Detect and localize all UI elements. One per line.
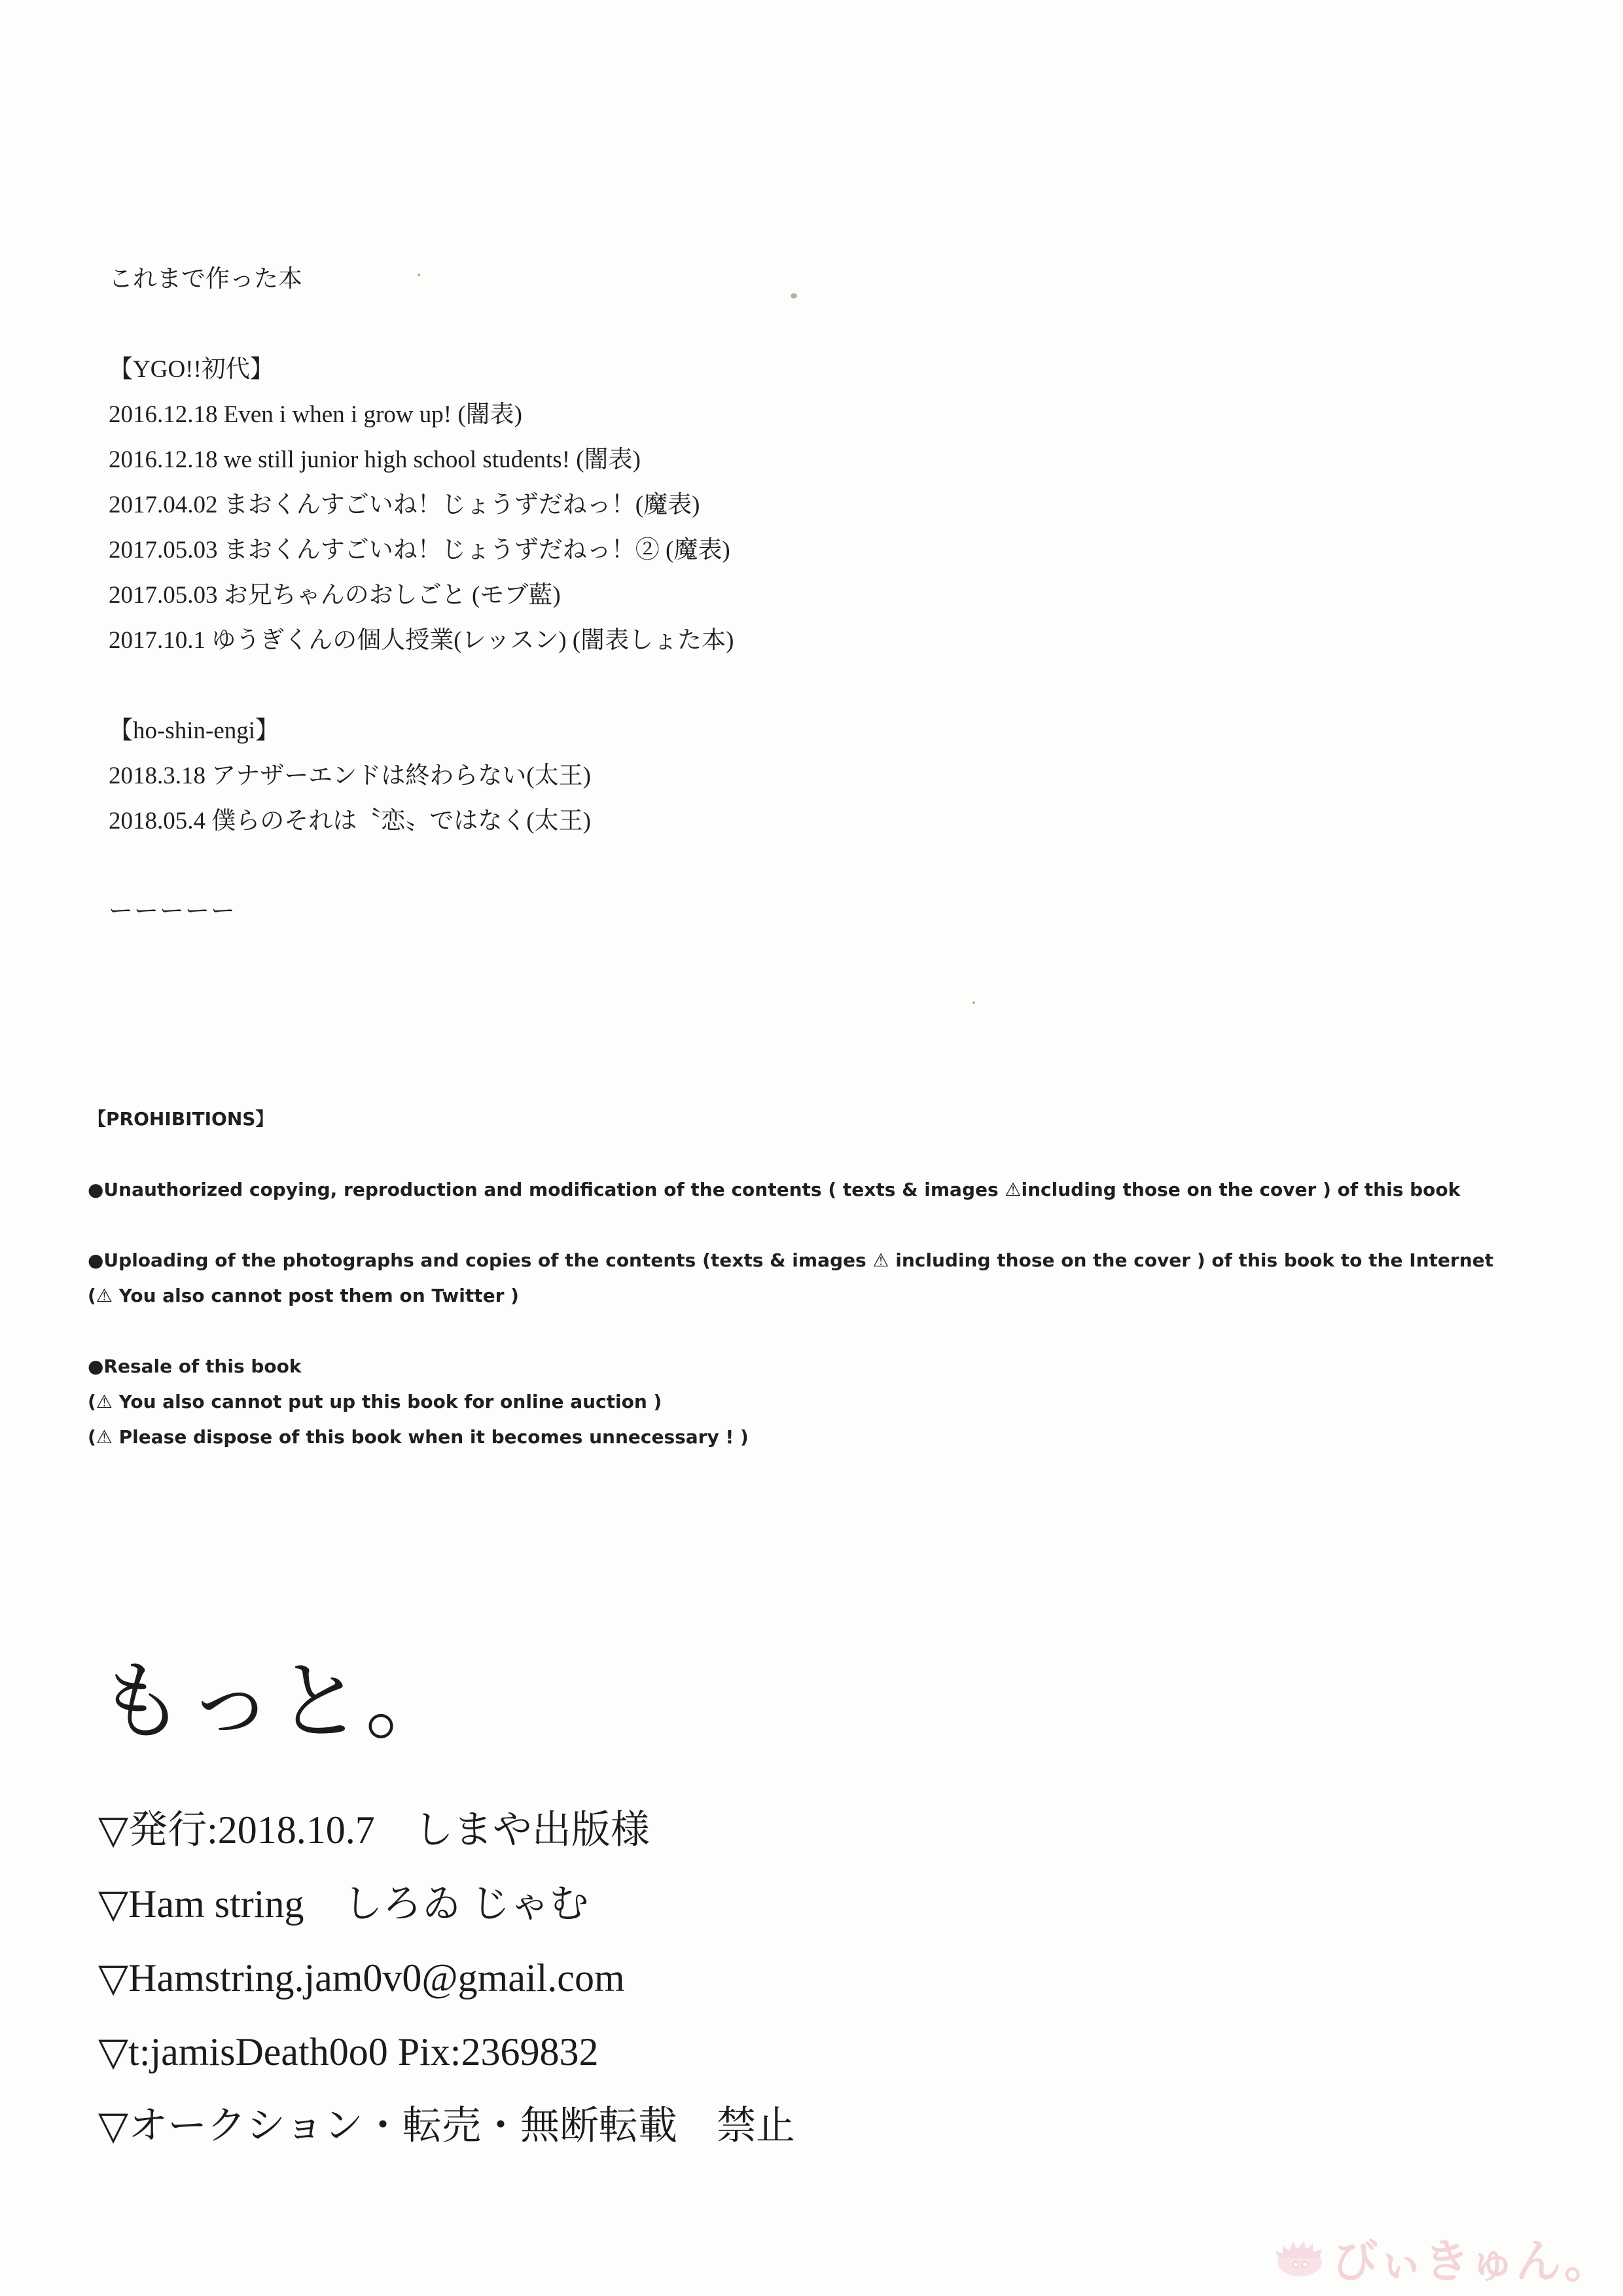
colophon-circle-line: ▽Ham string しろゐ じゃむ xyxy=(98,1882,589,1926)
book-entry: 2016.12.18 we still junior high school students! (闇表) xyxy=(109,446,641,473)
books-heading: これまで作った本 xyxy=(109,266,302,293)
prohibition-item: ●Unauthorized copying, reproduction and modification of the contents ( texts & images ⚠including those on the cover ) of this book xyxy=(88,1179,1461,1200)
colophon xyxy=(98,1649,1211,2163)
book-entry: 2016.12.18 Even i when i grow up! (闇表) xyxy=(109,401,522,428)
book-entry: 2018.3.18 アナザーエンドは終わらない(太王) xyxy=(109,762,591,789)
spacer xyxy=(88,1208,1560,1243)
scan-speck xyxy=(418,274,420,276)
scan-speck xyxy=(791,293,797,298)
book-entry: 2018.05.4 僕らのそれは〝恋〟ではなく(太王) xyxy=(109,808,591,834)
book-entry: 2017.05.03 お兄ちゃんのおしごと (モブ藍) xyxy=(109,582,561,609)
colophon-email-line: ▽Hamstring.jam0v0@gmail.com xyxy=(98,1956,625,2000)
watermark-text: びぃきゅん。 xyxy=(1332,2234,1610,2288)
prohibition-note: (⚠ Please dispose of this book when it becomes unnecessary ! ) xyxy=(88,1426,749,1448)
prohibitions-title: 【PROHIBITIONS】 xyxy=(88,1108,274,1130)
book-title: もっと。 xyxy=(98,1651,454,1752)
published-books-list xyxy=(109,257,1090,958)
prohibitions-section xyxy=(88,1102,1560,1455)
divider-dashes: ーーーーー xyxy=(109,898,236,925)
hedgehog-mascot-icon xyxy=(1274,2238,1326,2278)
spacer xyxy=(109,663,1090,708)
group-title-ygo: 【YGO!!初代】 xyxy=(109,356,274,383)
prohibition-note: (⚠ You also cannot put up this book for online auction ) xyxy=(88,1391,662,1412)
prohibition-item: ●Uploading of the photographs and copies of the contents (texts & images ⚠ including those on the cover ) of this book to the Internet xyxy=(88,1249,1494,1271)
colophon-publisher-line: ▽発行:2018.10.7 しまや出版様 xyxy=(98,1808,650,1852)
colophon-social-line: ▽t:jamisDeath0o0 Pix:2369832 xyxy=(98,2030,599,2073)
colophon-notice-line: ▽オークション・転売・無断転載 禁止 xyxy=(98,2104,795,2147)
prohibition-note: (⚠ You also cannot post them on Twitter ) xyxy=(88,1285,519,1306)
watermark xyxy=(1274,2225,1610,2291)
book-entry: 2017.05.03 まおくんすごいね！じょうずだねっ！② (魔表) xyxy=(109,537,730,564)
book-entry: 2017.04.02 まおくんすごいね！じょうずだねっ！(魔表) xyxy=(109,492,700,518)
scan-speck xyxy=(972,1001,975,1004)
spacer xyxy=(88,1314,1560,1349)
book-entry: 2017.10.1 ゆうぎくんの個人授業(レッスン) (闇表しょた本) xyxy=(109,627,734,654)
prohibition-item: ●Resale of this book xyxy=(88,1355,302,1377)
group-title-hoshin-engi: 【ho-shin-engi】 xyxy=(109,717,280,744)
